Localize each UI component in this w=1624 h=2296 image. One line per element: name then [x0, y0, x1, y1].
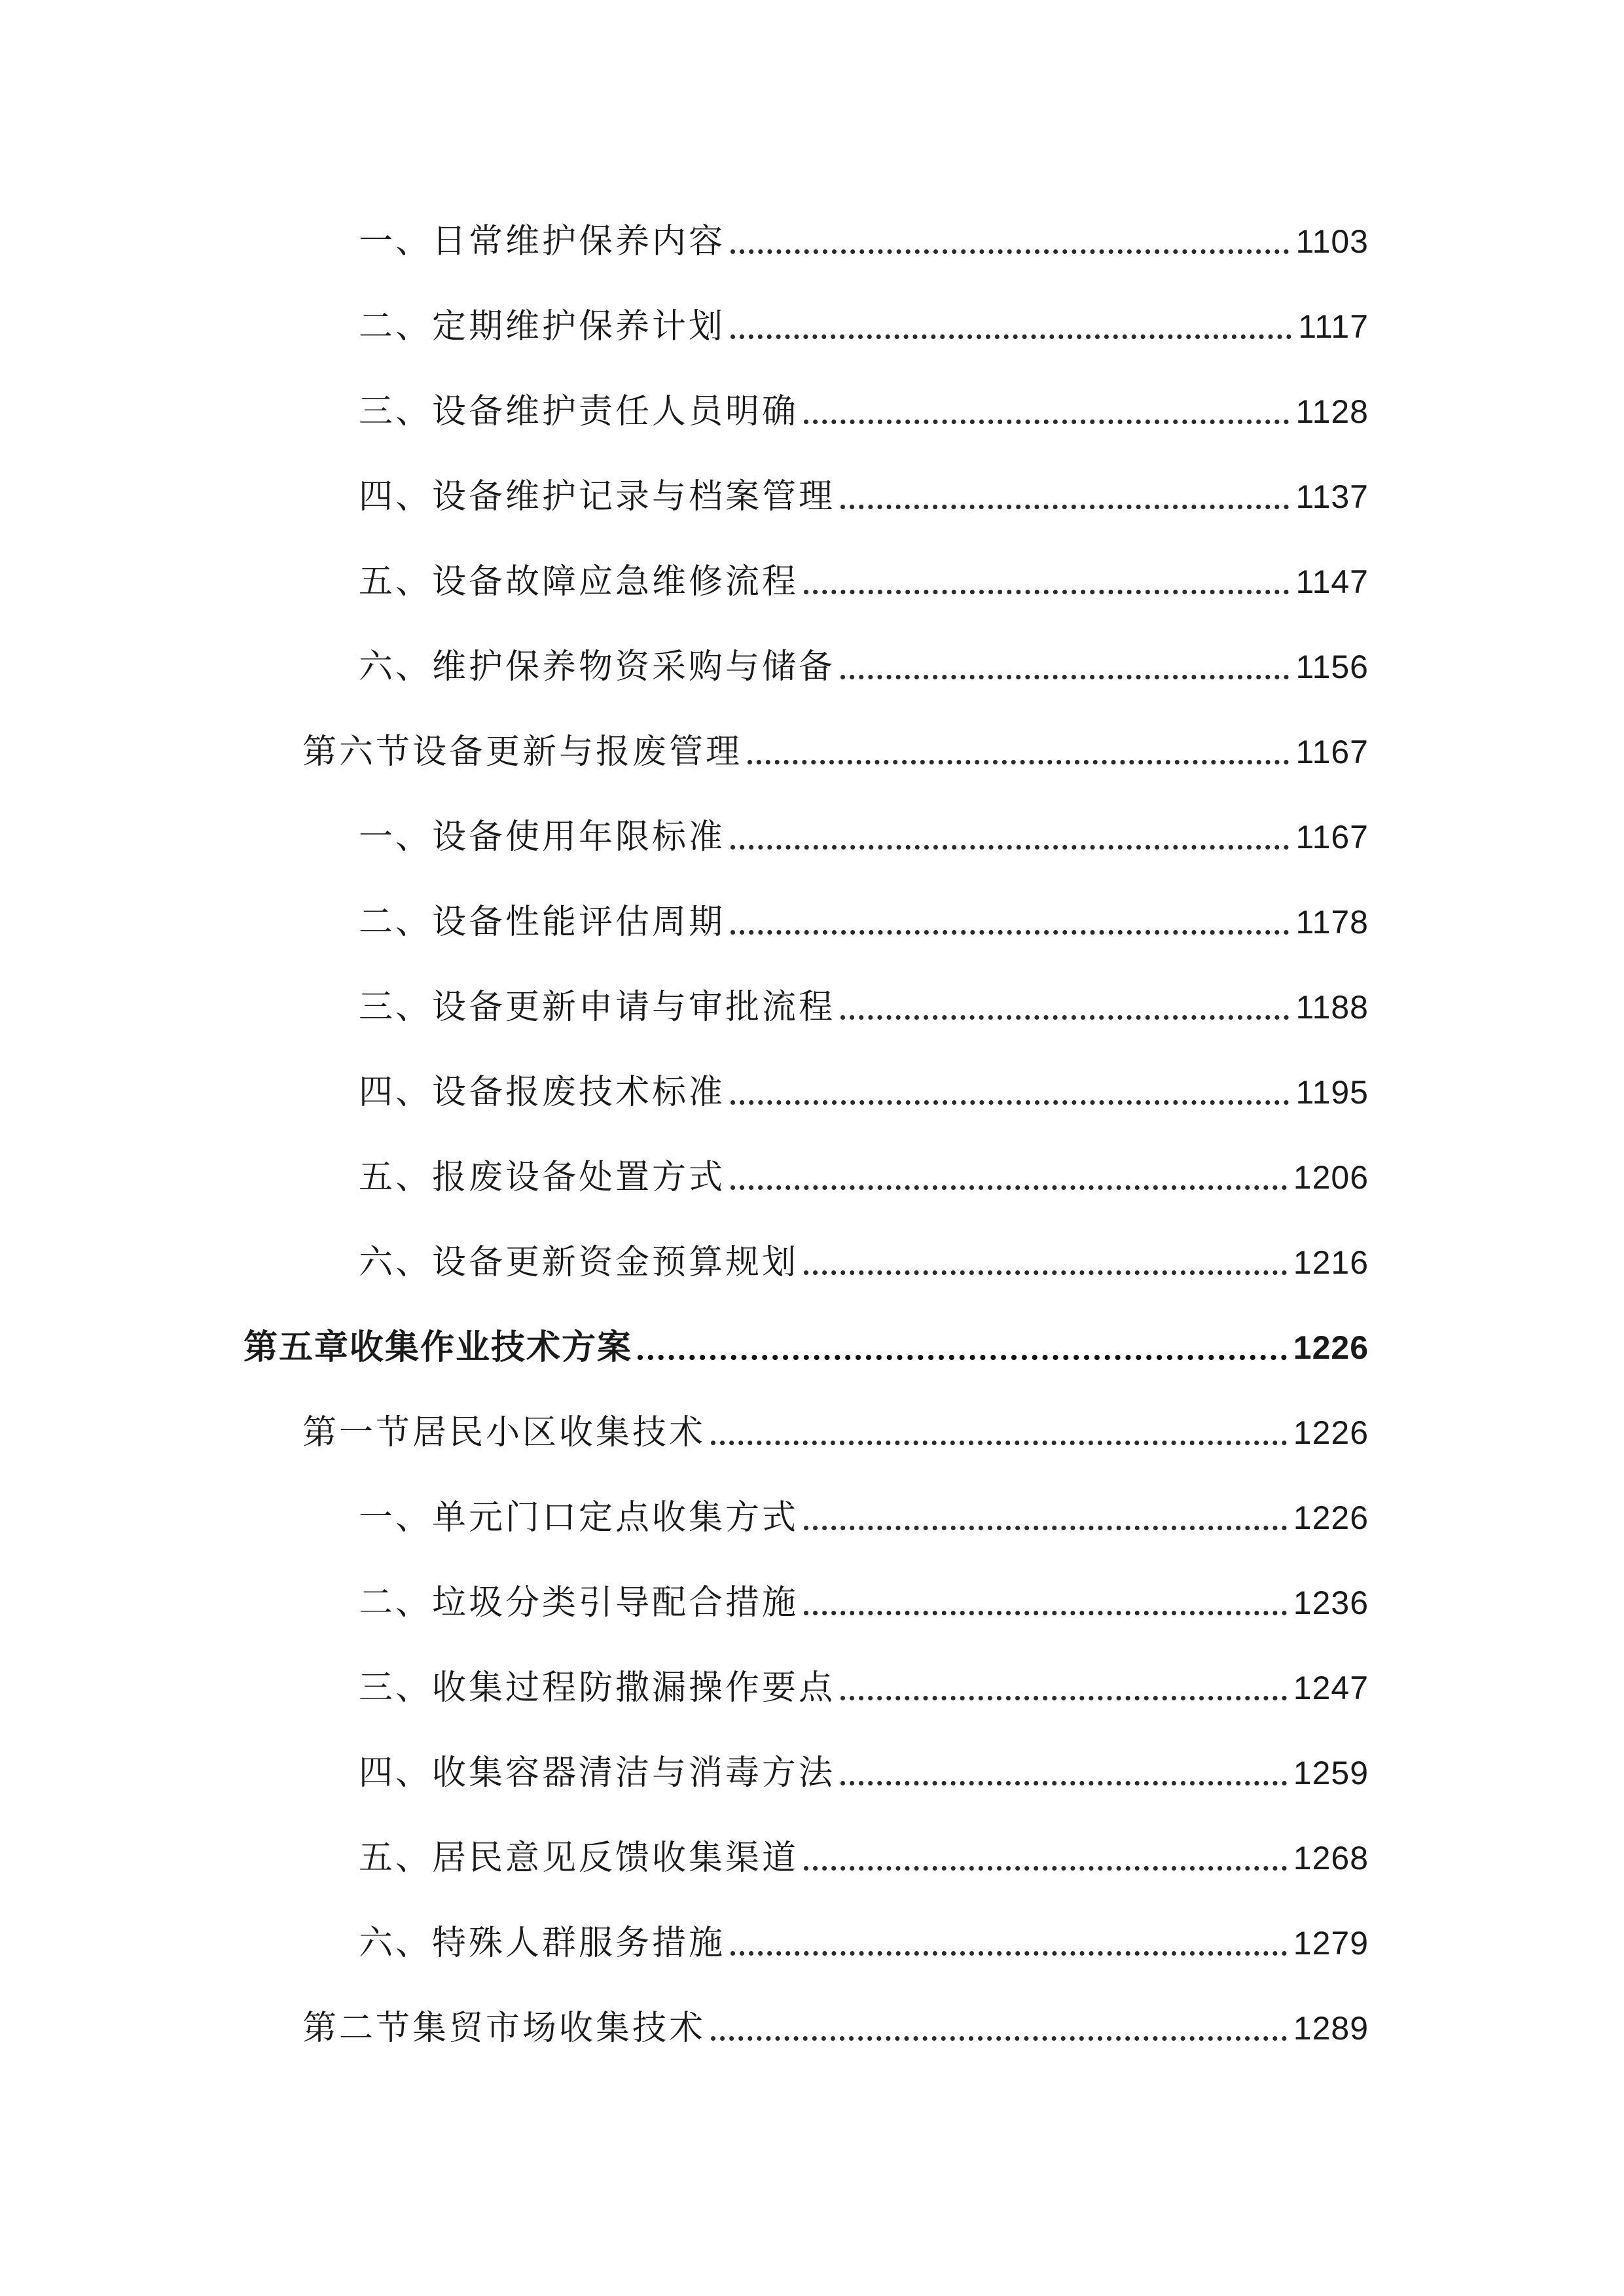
toc-entry-page: 1259	[1293, 1755, 1369, 1791]
toc-entry[interactable]	[359, 211, 1369, 263]
toc-entry[interactable]	[359, 1912, 1369, 1965]
toc-entry-title: 六、维护保养物资采购与储备	[359, 647, 836, 687]
toc-entry-title: 二、垃圾分类引导配合措施	[359, 1583, 799, 1623]
toc-entry-title: 二、定期维护保养计划	[359, 307, 726, 346]
toc-entry-page: 1226	[1293, 1499, 1369, 1536]
toc-leader-dots	[731, 334, 1291, 339]
toc-entry[interactable]	[359, 1232, 1369, 1284]
toc-entry-page: 1216	[1293, 1244, 1369, 1281]
toc-entry-page: 1279	[1293, 1925, 1369, 1962]
toc-entry-title: 五、居民意见反馈收集渠道	[359, 1839, 799, 1878]
toc-entry-title: 六、特殊人群服务措施	[359, 1924, 726, 1963]
toc-leader-dots	[711, 1441, 1287, 1445]
toc-entry-page: 1268	[1293, 1840, 1369, 1876]
toc-entry[interactable]	[359, 551, 1369, 603]
toc-entry-page: 1247	[1293, 1670, 1369, 1706]
toc-entry-title: 第二节集贸市场收集技术	[302, 2009, 706, 2048]
toc-entry[interactable]	[359, 636, 1369, 689]
toc-leader-dots	[840, 1781, 1287, 1785]
toc-entry-page: 1167	[1295, 819, 1369, 855]
toc-chapter-entry[interactable]	[244, 1317, 1369, 1369]
toc-entry[interactable]	[359, 466, 1369, 518]
toc-entry-title: 四、设备维护记录与档案管理	[359, 477, 836, 516]
toc-entry-title: 四、收集容器清洁与消毒方法	[359, 1753, 836, 1793]
toc-leader-dots	[731, 930, 1289, 935]
toc-entry[interactable]	[359, 891, 1369, 944]
toc-entry-title: 六、设备更新资金预算规划	[359, 1243, 799, 1282]
toc-entry-title: 一、设备使用年限标准	[359, 817, 726, 857]
toc-entry-page: 1137	[1295, 478, 1369, 515]
toc-leader-dots	[711, 2036, 1287, 2041]
toc-entry[interactable]	[359, 1147, 1369, 1199]
toc-entry[interactable]	[359, 1827, 1369, 1880]
toc-leader-dots	[804, 1866, 1287, 1871]
toc-entry-page: 1206	[1293, 1159, 1369, 1196]
toc-entry[interactable]	[359, 806, 1369, 859]
toc-entry-title: 四、设备报废技术标准	[359, 1073, 726, 1112]
toc-entry[interactable]	[359, 381, 1369, 433]
toc-entry-title: 五、设备故障应急维修流程	[359, 562, 799, 601]
toc-entry-page: 1117	[1298, 308, 1369, 345]
toc-section-entry[interactable]	[302, 1402, 1369, 1454]
toc-entry-page: 1236	[1293, 1585, 1369, 1621]
toc-entry-page: 1195	[1295, 1074, 1369, 1111]
toc-entry-page: 1103	[1295, 223, 1369, 260]
toc-entry[interactable]	[359, 1657, 1369, 1710]
toc-leader-dots	[731, 1951, 1287, 1956]
toc-entry-title: 五、报废设备处置方式	[359, 1158, 726, 1197]
toc-leader-dots	[731, 845, 1289, 850]
toc-entry[interactable]	[359, 1572, 1369, 1624]
toc-leader-dots	[638, 1355, 1287, 1360]
toc-entry-title: 第一节居民小区收集技术	[302, 1413, 706, 1452]
toc-entry-title: 三、设备维护责任人员明确	[359, 392, 799, 431]
toc-entry[interactable]	[359, 1742, 1369, 1795]
toc-entry-page: 1289	[1293, 2010, 1369, 2047]
toc-entry[interactable]	[359, 977, 1369, 1029]
toc-leader-dots	[804, 1611, 1287, 1615]
toc-entry-title: 三、设备更新申请与审批流程	[359, 988, 836, 1027]
toc-leader-dots	[804, 590, 1289, 594]
toc-entry[interactable]	[359, 1487, 1369, 1539]
toc-leader-dots	[731, 1100, 1289, 1105]
toc-leader-dots	[804, 1270, 1287, 1275]
toc-entry-title: 三、收集过程防撒漏操作要点	[359, 1668, 836, 1708]
toc-leader-dots	[840, 1696, 1287, 1700]
toc-section-entry[interactable]	[302, 721, 1369, 774]
toc-entry-page: 1147	[1295, 564, 1369, 600]
toc-leader-dots	[748, 760, 1289, 764]
toc-leader-dots	[840, 505, 1289, 509]
toc-entry-page: 1128	[1295, 393, 1369, 430]
toc-entry-page: 1226	[1293, 1414, 1369, 1451]
toc-entry-title: 一、日常维护保养内容	[359, 222, 726, 261]
toc-leader-dots	[804, 420, 1289, 424]
toc-entry-title: 一、单元门口定点收集方式	[359, 1498, 799, 1537]
toc-entry-title: 第六节设备更新与报废管理	[302, 732, 743, 772]
toc-entry-page: 1156	[1295, 649, 1369, 685]
toc-entry-title: 二、设备性能评估周期	[359, 903, 726, 942]
toc-entry-page: 1188	[1295, 989, 1369, 1026]
toc-leader-dots	[804, 1526, 1287, 1530]
toc-entry[interactable]	[359, 296, 1369, 348]
toc-entry[interactable]	[359, 1062, 1369, 1114]
toc-section-entry[interactable]	[302, 1998, 1369, 2050]
toc-leader-dots	[840, 1015, 1289, 1020]
toc-entry-page: 1226	[1293, 1329, 1369, 1366]
toc-leader-dots	[731, 249, 1289, 254]
toc-entry-title: 第五章收集作业技术方案	[244, 1328, 633, 1367]
toc-leader-dots	[840, 675, 1289, 679]
toc-leader-dots	[731, 1185, 1287, 1190]
toc-entry-page: 1167	[1295, 734, 1369, 770]
toc-entry-page: 1178	[1295, 904, 1369, 941]
